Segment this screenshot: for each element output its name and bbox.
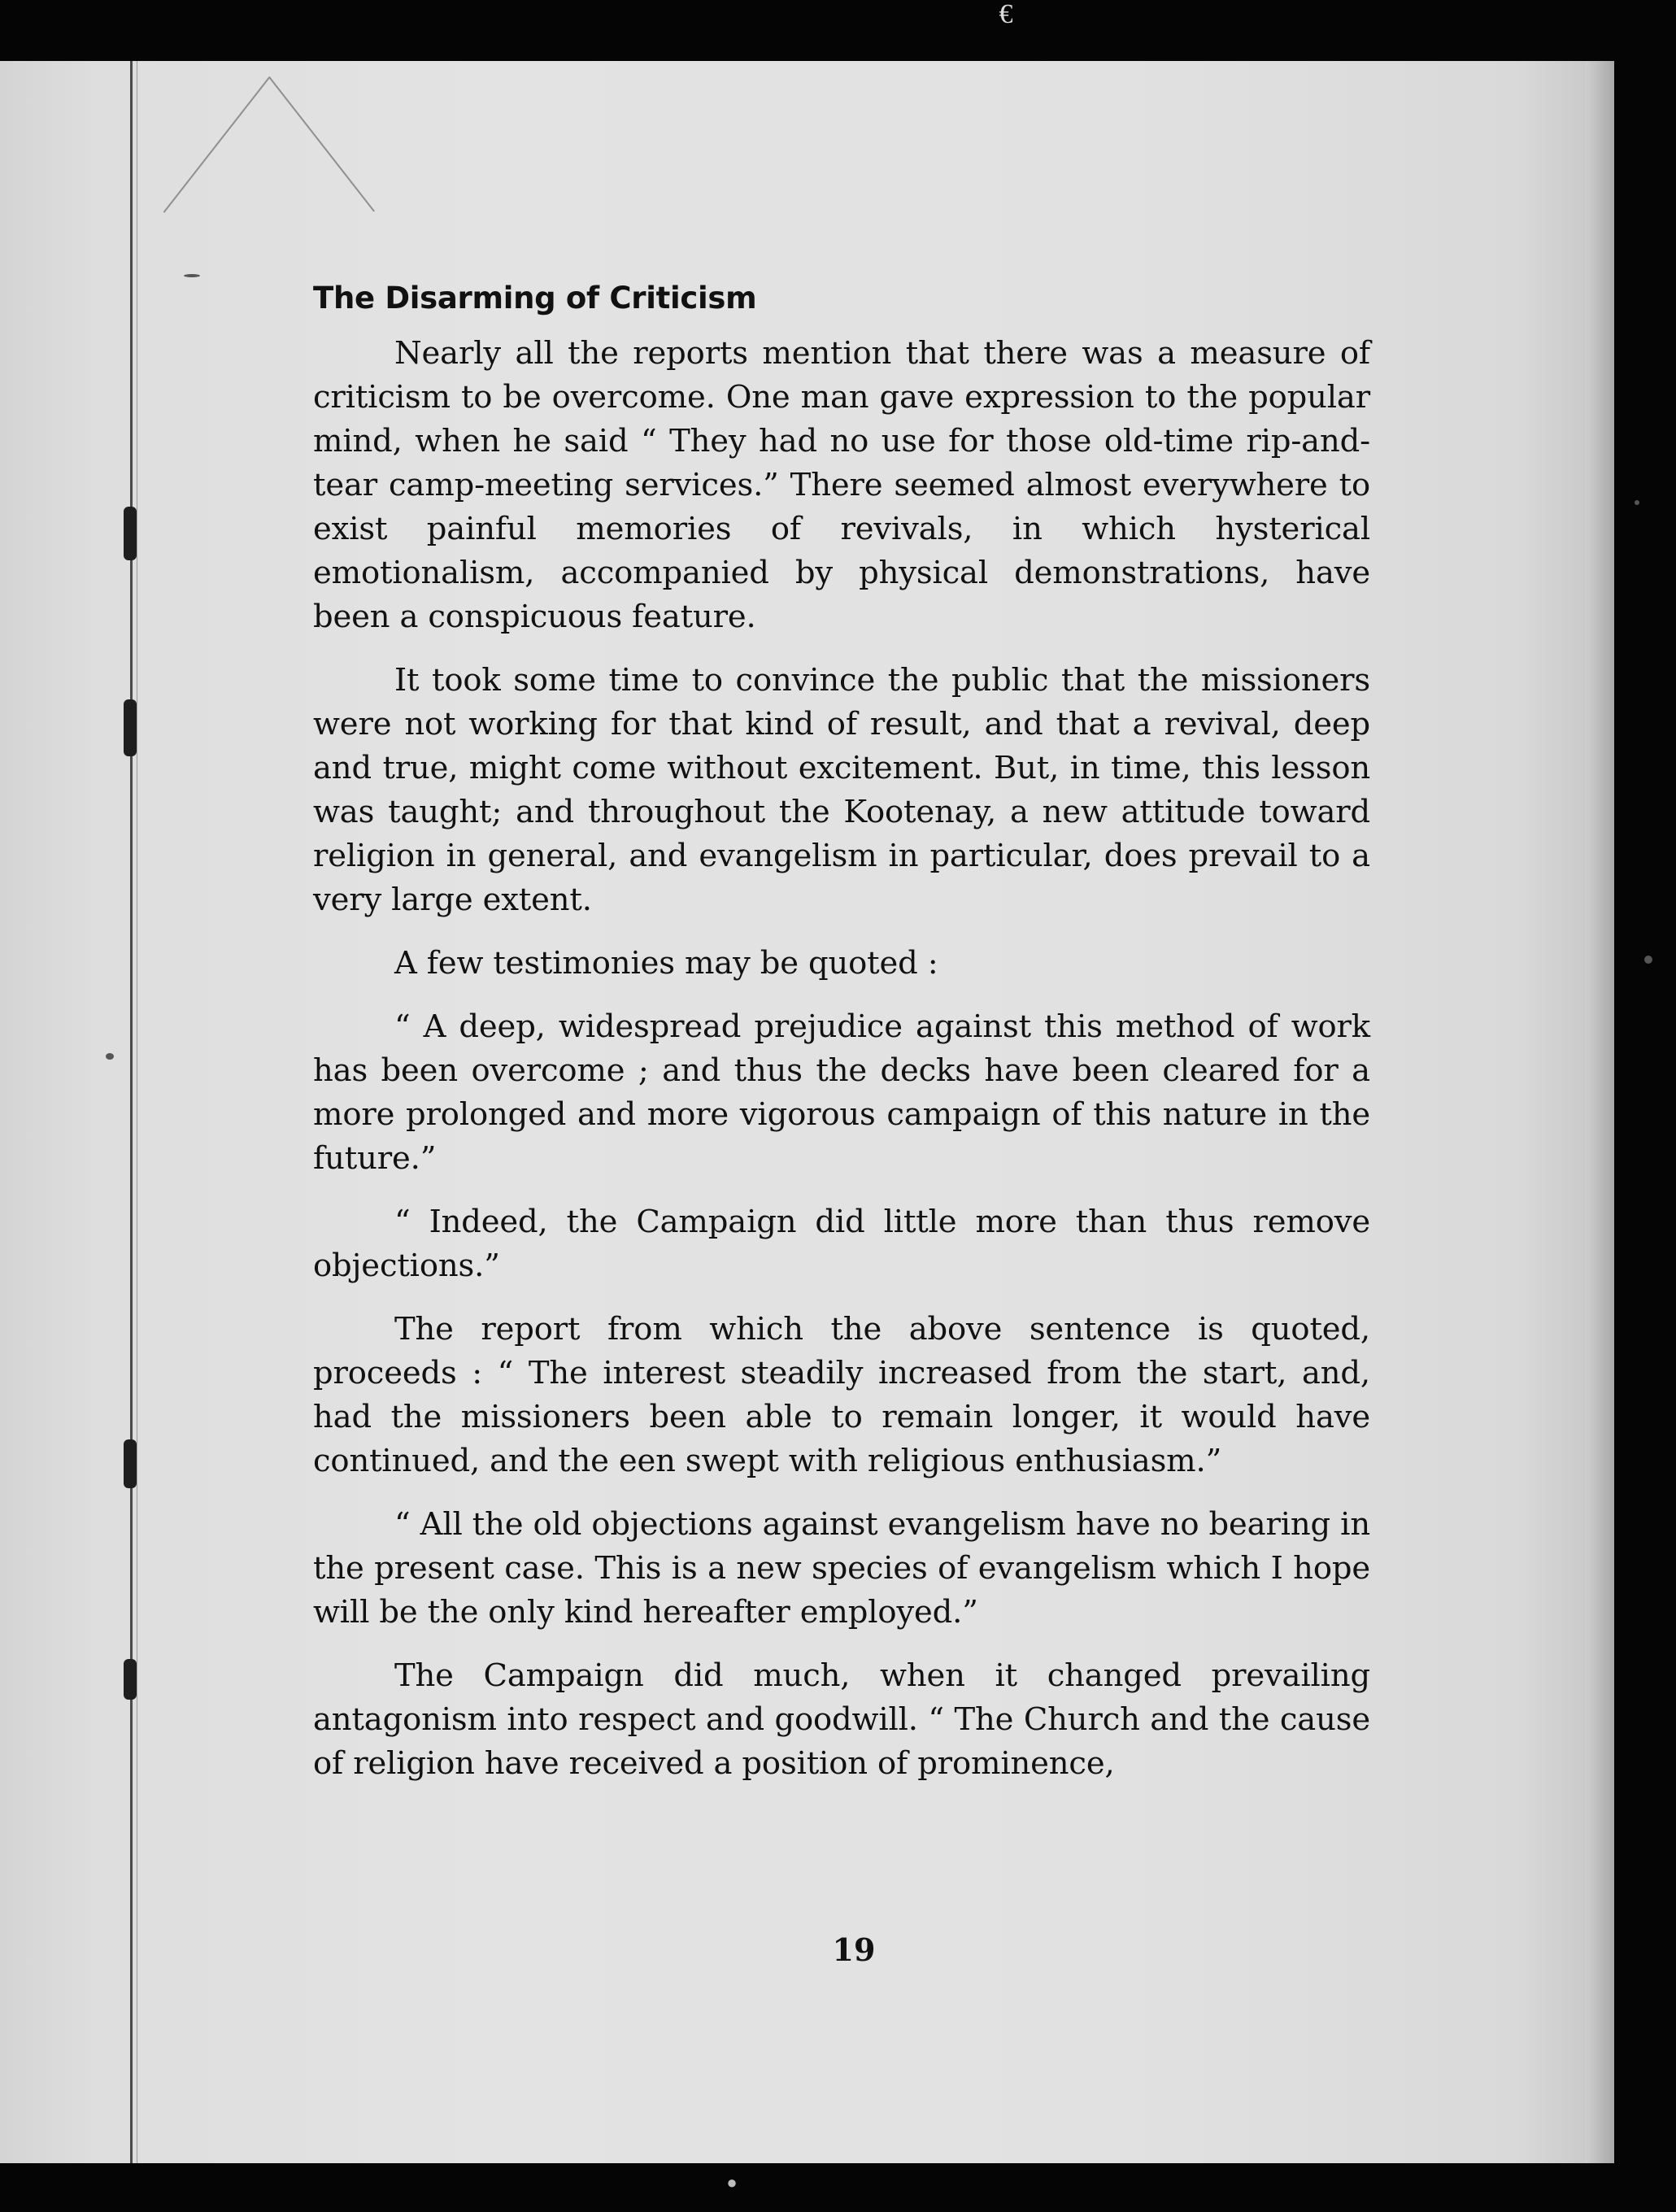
binding-stitch — [124, 699, 137, 756]
paragraph: The report from which the above sentence is quoted, proceeds : “ The interest steadily increased from the start, and, had the missioners been able to remain longer, it would have continued, and the een swept with religious enthusiasm.” — [313, 1311, 1370, 1479]
page-number: 19 — [832, 1931, 876, 1968]
page-crease — [268, 76, 375, 212]
scan-speck — [1644, 956, 1652, 964]
binding-gutter-line — [130, 61, 133, 2163]
book-page — [0, 61, 1614, 2163]
binding-stitch — [124, 507, 137, 560]
page-text — [313, 276, 1370, 1786]
section-heading: The Disarming of Criticism — [313, 281, 757, 316]
binding-stitch — [124, 1439, 137, 1488]
page-edge-shadow — [1585, 61, 1614, 2163]
paragraph: It took some time to convince the public that the missioners were not working for that kind of result, and that a revival, deep and true, might come without excitement. But, in time, this lesson was taught; and throughout the Kootenay, a new attitude toward religion in general, and evangelism in particular, does prevail to a very large extent. — [313, 662, 1370, 918]
paragraph: A few testimonies may be quoted : — [394, 945, 938, 982]
paragraph: “ Indeed, the Campaign did little more than thus remove objections.” — [313, 1204, 1370, 1284]
paragraph: Nearly all the reports mention that there was a measure of criticism to be overcome. One man gave expression to the popular mind, when he said “ They had no use for those old-time rip-and-tear camp-meeting services.” There seemed almost everywhere to exist painful memories of revivals, in which hysterical emotionalism, accompanied by physical demonstrations, have been a conspicuous feature. — [313, 335, 1370, 635]
paragraph: “ All the old objections against evangelism have no bearing in the present case. This is a new species of evangelism which I hope will be the only kind hereafter employed.” — [313, 1506, 1370, 1631]
scan-speck — [184, 274, 200, 277]
scan-artifact-mark: € — [999, 0, 1013, 29]
page-crease — [163, 77, 270, 213]
scan-speck — [106, 1053, 114, 1060]
scan-artifact-dot: ● — [726, 2172, 738, 2192]
scan-speck — [1635, 500, 1639, 505]
paragraph: The Campaign did much, when it changed prevailing antagonism into respect and goodwill. “ The Church and the cause of religion have received a position of prominence, — [313, 1657, 1370, 1782]
binding-stitch — [124, 1659, 137, 1700]
paragraph: “ A deep, widespread prejudice against this method of work has been overcome ; and thus the decks have been cleared for a more prolonged and more vigorous campaign of this nature in the future.” — [313, 1008, 1370, 1177]
